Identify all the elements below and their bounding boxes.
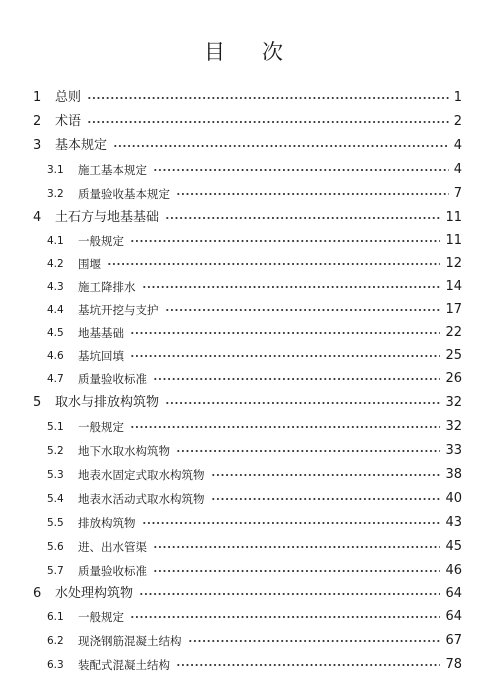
toc-entry-number: 3.2 bbox=[47, 188, 64, 200]
toc-entry[interactable] bbox=[0, 607, 499, 627]
toc-entry-page: 22 bbox=[445, 325, 462, 340]
toc-entry-page: 4 bbox=[453, 138, 462, 153]
toc-entry-number: 5.4 bbox=[47, 493, 64, 505]
toc-entry-label: 基本规定 bbox=[55, 138, 108, 153]
toc-entry[interactable] bbox=[0, 655, 499, 675]
toc-leader-dots bbox=[142, 515, 440, 531]
toc-entry-number: 1 bbox=[33, 90, 42, 105]
title-char-1: 目 bbox=[204, 40, 225, 64]
toc-leader-dots bbox=[176, 443, 440, 459]
toc-entry-number: 4.5 bbox=[47, 327, 64, 339]
toc-entry-label: 进、出水管渠 bbox=[78, 540, 147, 554]
toc-entry-number: 3 bbox=[33, 138, 42, 153]
toc-entry-label: 地下水取水构筑物 bbox=[78, 444, 170, 458]
toc-leader-dots bbox=[153, 371, 440, 387]
toc-entry-label: 现浇钢筋混凝土结构 bbox=[78, 634, 182, 648]
toc-entry-number: 5.1 bbox=[47, 421, 64, 433]
toc-entry-page: 17 bbox=[445, 302, 462, 317]
toc-entry[interactable] bbox=[0, 231, 499, 251]
toc-entry-label: 地基基础 bbox=[78, 326, 124, 340]
toc-leader-dots bbox=[87, 90, 449, 106]
toc-leader-dots bbox=[87, 114, 449, 130]
toc-entry-number: 4 bbox=[33, 210, 42, 225]
toc-entry[interactable] bbox=[0, 184, 499, 204]
toc-entry-page: 11 bbox=[445, 233, 462, 248]
toc-entry[interactable] bbox=[0, 300, 499, 320]
toc-entry[interactable] bbox=[0, 277, 499, 297]
toc-leader-dots bbox=[211, 467, 440, 483]
toc-entry[interactable] bbox=[0, 369, 499, 389]
toc-entry-label: 质量验收基本规定 bbox=[78, 187, 170, 201]
toc-entry[interactable] bbox=[0, 160, 499, 180]
toc-entry[interactable] bbox=[0, 441, 499, 461]
toc-leader-dots bbox=[165, 395, 440, 411]
toc-entry-page: 2 bbox=[453, 114, 462, 129]
toc-entry-label: 施工降排水 bbox=[78, 280, 136, 294]
toc-entry-page: 46 bbox=[445, 563, 462, 578]
toc-entry-page: 43 bbox=[445, 515, 462, 530]
toc-entry-label: 施工基本规定 bbox=[78, 163, 147, 177]
toc-entry[interactable] bbox=[0, 584, 499, 604]
toc-entry-number: 5.2 bbox=[47, 445, 64, 457]
toc-entry-number: 4.2 bbox=[47, 258, 64, 270]
toc-entry-number: 5.3 bbox=[47, 469, 64, 481]
toc-entry-page: 25 bbox=[445, 348, 462, 363]
toc-entry[interactable] bbox=[0, 254, 499, 274]
toc-entry[interactable] bbox=[0, 112, 499, 132]
toc-entry-label: 水处理构筑物 bbox=[55, 586, 134, 601]
toc-entry-label: 一般规定 bbox=[78, 420, 124, 434]
toc-entry-page: 40 bbox=[445, 491, 462, 506]
toc-entry[interactable] bbox=[0, 513, 499, 533]
toc-entry-number: 2 bbox=[33, 114, 42, 129]
toc-entry-number: 6 bbox=[33, 586, 42, 601]
toc-entry[interactable] bbox=[0, 88, 499, 108]
toc-entry-number: 4.7 bbox=[47, 373, 64, 385]
toc-leader-dots bbox=[130, 325, 440, 341]
toc-leader-dots bbox=[130, 419, 440, 435]
toc-leader-dots bbox=[139, 586, 440, 602]
toc-entry[interactable] bbox=[0, 631, 499, 651]
toc-leader-dots bbox=[165, 302, 440, 318]
toc-entry-number: 3.1 bbox=[47, 164, 64, 176]
toc-entry[interactable] bbox=[0, 417, 499, 437]
toc-entry-number: 6.1 bbox=[47, 611, 64, 623]
toc-entry-label: 地表水活动式取水构筑物 bbox=[78, 492, 205, 506]
toc-entry-page: 78 bbox=[445, 657, 462, 672]
title-char-2: 次 bbox=[262, 40, 283, 64]
toc-entry-label: 装配式混凝土结构 bbox=[78, 658, 170, 672]
toc-entry-number: 4.3 bbox=[47, 281, 64, 293]
toc-entry-number: 6.2 bbox=[47, 635, 64, 647]
toc-entry-label: 基坑回填 bbox=[78, 349, 124, 363]
toc-leader-dots bbox=[153, 539, 440, 555]
toc-entry[interactable] bbox=[0, 323, 499, 343]
toc-entry-page: 7 bbox=[453, 186, 462, 201]
toc-entry-page: 38 bbox=[445, 467, 462, 482]
toc-leader-dots bbox=[211, 491, 440, 507]
toc-leader-dots bbox=[142, 279, 440, 295]
toc-entry[interactable] bbox=[0, 136, 499, 156]
toc-entry-label: 土石方与地基基础 bbox=[55, 210, 160, 225]
toc-leader-dots bbox=[130, 609, 440, 625]
toc-entry-page: 32 bbox=[445, 395, 462, 410]
toc-entry-number: 5.5 bbox=[47, 517, 64, 529]
toc-entry-page: 45 bbox=[445, 539, 462, 554]
toc-entry-page: 14 bbox=[445, 279, 462, 294]
toc-entry[interactable] bbox=[0, 465, 499, 485]
toc-entry[interactable] bbox=[0, 489, 499, 509]
toc-entry-page: 26 bbox=[445, 371, 462, 386]
toc-entry-page: 32 bbox=[445, 419, 462, 434]
toc-entry[interactable] bbox=[0, 537, 499, 557]
toc-entry-page: 1 bbox=[453, 90, 462, 105]
toc-entry[interactable] bbox=[0, 208, 499, 228]
toc-entry-number: 5 bbox=[33, 395, 42, 410]
toc-entry-page: 12 bbox=[445, 256, 462, 271]
toc-entry-number: 4.1 bbox=[47, 235, 64, 247]
toc-leader-dots bbox=[153, 162, 449, 178]
toc-leader-dots bbox=[130, 348, 440, 364]
toc-entry-number: 4.4 bbox=[47, 304, 64, 316]
toc-entry-label: 取水与排放构筑物 bbox=[55, 395, 160, 410]
toc-entry[interactable] bbox=[0, 393, 499, 413]
toc-leader-dots bbox=[130, 233, 440, 249]
toc-leader-dots bbox=[153, 563, 440, 579]
toc-entry-number: 5.6 bbox=[47, 541, 64, 553]
toc-entry[interactable] bbox=[0, 561, 499, 581]
toc-leader-dots bbox=[165, 210, 440, 226]
toc-entry-page: 67 bbox=[445, 633, 462, 648]
toc-entry-label: 一般规定 bbox=[78, 610, 124, 624]
toc-leader-dots bbox=[176, 657, 440, 673]
toc-entry-number: 5.7 bbox=[47, 565, 64, 577]
toc-entry-label: 质量验收标准 bbox=[78, 564, 147, 578]
toc-entry-number: 6.3 bbox=[47, 659, 64, 671]
toc-entry-label: 质量验收标准 bbox=[78, 372, 147, 386]
toc-entry-page: 64 bbox=[445, 586, 462, 601]
toc-entry-page: 4 bbox=[453, 162, 462, 177]
toc-entry-page: 33 bbox=[445, 443, 462, 458]
toc-entry[interactable] bbox=[0, 346, 499, 366]
toc-entry-label: 排放构筑物 bbox=[78, 516, 136, 530]
toc-leader-dots bbox=[107, 256, 440, 272]
toc-leader-dots bbox=[188, 633, 440, 649]
toc-leader-dots bbox=[176, 186, 449, 202]
toc-entry-label: 地表水固定式取水构筑物 bbox=[78, 468, 205, 482]
toc-entry-label: 围堰 bbox=[78, 257, 101, 271]
toc-entry-label: 一般规定 bbox=[78, 234, 124, 248]
toc-entry-label: 基坑开挖与支护 bbox=[78, 303, 159, 317]
toc-entry-page: 64 bbox=[445, 609, 462, 624]
toc-entry-label: 术语 bbox=[55, 114, 82, 129]
toc-leader-dots bbox=[113, 138, 449, 154]
toc-entry-label: 总则 bbox=[55, 90, 82, 105]
toc-entry-number: 4.6 bbox=[47, 350, 64, 362]
toc-entry-page: 11 bbox=[445, 210, 462, 225]
